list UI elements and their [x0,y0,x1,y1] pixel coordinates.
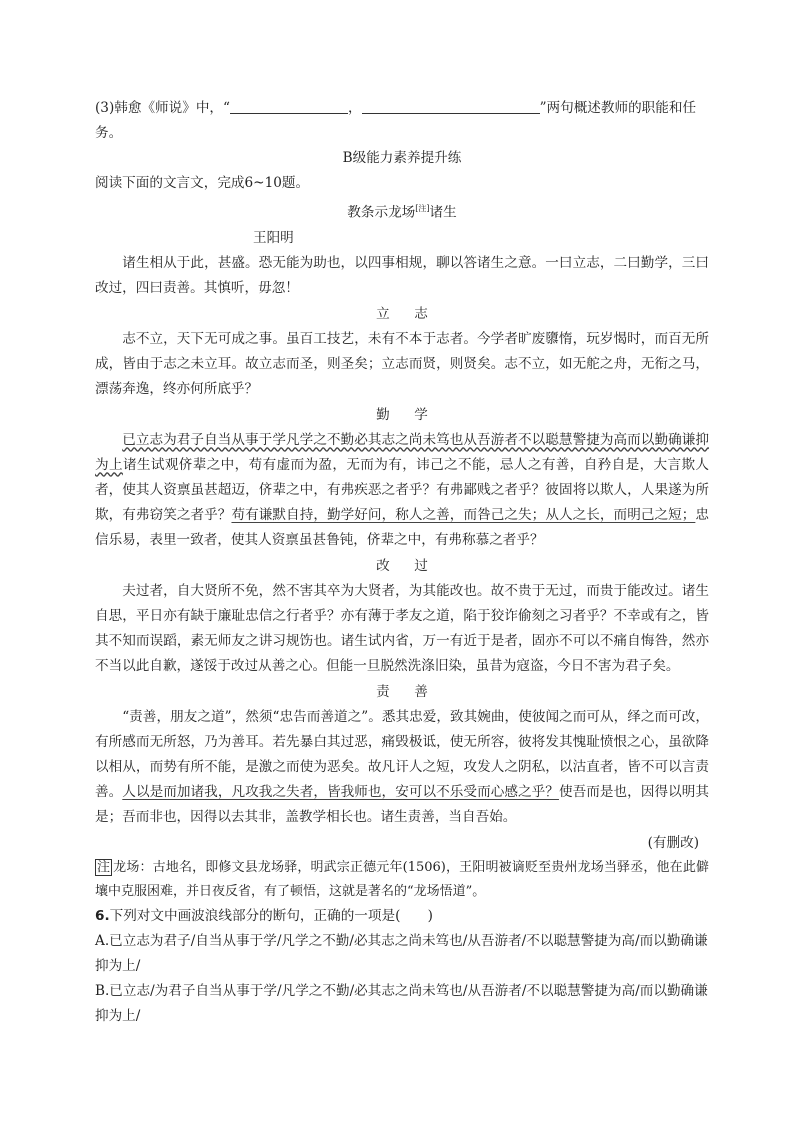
passage-author: 王阳明 [253,229,294,246]
section-title-lizhi: 立志 [376,305,453,322]
zeshan-text-1: “责善，朋友之道”，然须“忠告而善道之”。悉其忠爱，致其婉曲，使彼闻之而可从，绎之而可改，有所感而无所怒，乃为善耳。若先暴白其过恶，痛毁极诋，使无所容，彼将发其愧耻愤恨之心，虽欲降以相从，而势有所不能，是激之而使为恶矣。故凡讦人之短，攻发人之阴私，以沽直者，皆不可以言责善。 [95,708,709,800]
answer-blank-2[interactable] [362,99,540,114]
section-header: B级能力素养提升练 [342,150,462,166]
intro-paragraph: 诸生相从于此，甚盛。恐无能为助也，以四事相规，聊以答诸生之意。一曰立志，二曰勤学，三曰改过，四曰责善。其慎听，毋忽！ [95,254,709,296]
question-6-number: 6. [95,907,110,924]
source-note: (有删改) [647,834,699,851]
reading-instruction: 阅读下面的文言文，完成6~10题。 [95,175,310,191]
question-6-stem: 下列对文中画波浪线部分的断句，正确的一项是( ) [109,907,433,924]
question-3-middle: ， [347,100,362,116]
qinxue-text-1: 诸生试观侪辈之中，苟有虚而为盈，无而为有，讳己之不能，忌人之有善，自矜自是，大言欺人者，使其人资禀虽甚超迈，侪辈之中，有弗疾恶之者乎？有弗鄙贱之者乎？彼固将以欺人，人果遂为所欺，有弗窃笑之者乎？ [95,456,710,523]
document-page [95,96,709,1029]
underlined-sentence-2: 人以是而加诸我，凡攻我之失者，皆我师也，安可以不乐受而心感之乎？ [122,783,559,800]
gaiguo-paragraph: 夫过者，自大贤所不免，然不害其卒为大贤者，为其能改也。故不贵于无过，而贵于能改过。诸生自思，平日亦有缺于廉耻忠信之行者乎？亦有薄于孝友之道，陷于狡诈偷刻之习者乎？不幸或有之，皆其不知而误蹈，素无师友之讲习规饬也。诸生试内省，万一有近于是者，固亦不可以不痛自悔咎，然亦不当以此自歉，遂馁于改过从善之心。但能一旦脱然洗涤旧染，虽昔为寇盗，今日不害为君子矣。 [95,582,709,674]
section-title-zeshan: 责善 [376,683,453,700]
section-title-gaiguo: 改过 [376,557,453,574]
zeshan-text-2: 使吾而是也，因得以明其是；吾而非也，因得以去其非，盖教学相长也。诸生责善，当自吾始。 [95,783,710,825]
question-3-prefix: (3)韩愈《师说》中，“ [95,100,230,116]
footnote-text: 龙场：古地名，即修文县龙场驿，明武宗正德元年(1506)，王阳明被谪贬至贵州龙场当驿丞，他在此僻壤中克服困难，并日夜反省，有了顿悟，这就是著名的“龙场悟道”。 [95,859,709,899]
question-3-suffix: ”两句概述教师的职能和任务。 [95,100,697,141]
wavy-underlined-text: 已立志为君子自当从事于学凡学之不勤必其志之尚未笃也从吾游者不以聪慧警捷为高而以勤确谦抑为上 [95,431,709,473]
zeshan-paragraph [95,705,709,830]
passage-title [95,196,709,226]
question-6 [95,904,709,929]
footnote-marker: [注] [415,204,430,213]
question-3 [95,96,709,146]
qinxue-paragraph [95,428,709,553]
passage-title-main: 教条示龙场 [347,204,416,221]
answer-blank-1[interactable] [230,99,348,114]
section-title-qinxue: 勤学 [376,406,453,423]
option-a[interactable]: A.已立志为君子/自当从事于学/凡学之不勤/必其志之尚未笃也/从吾游者/不以聪慧警捷为高/而以勤确谦抑为上/ [95,932,708,974]
footnote-tag: 注 [97,859,111,875]
underlined-sentence-1: 苟有谦默自持，勤学好问，称人之善，而咎己之失；从人之长，而明己之短； [231,506,696,523]
lizhi-paragraph: 志不立，天下无可成之事。虽百工技艺，未有不本于志者。今学者旷废隳惰，玩岁愒时，而百无所成，皆由于志之未立耳。故立志而圣，则圣矣；立志而贤，则贤矣。志不立，如无舵之舟，无衔之马，漂荡奔逸，终亦何所底乎？ [95,330,709,397]
passage-title-tail: 诸生 [429,204,457,221]
qinxue-text-2: 忠信乐易，表里一致者，使其人资禀虽甚鲁钝，侪辈之中，有弗称慕之者乎？ [95,506,710,548]
option-b[interactable]: B.已立志/为君子自当从事于学/凡学之不勤/必其志之尚未笃也/从吾游者/不以聪慧警捷为高/而以勤确谦抑为上/ [95,982,708,1024]
footnote [95,856,709,904]
